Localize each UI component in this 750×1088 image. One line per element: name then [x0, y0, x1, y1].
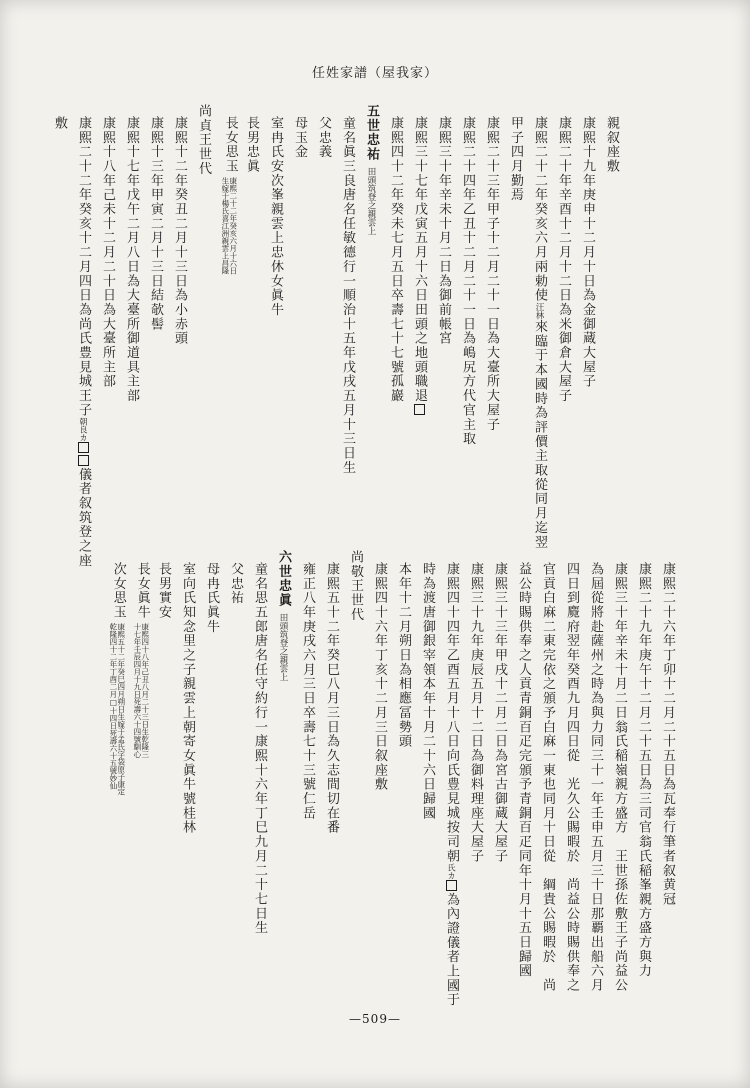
- text-column: 康熙十三年甲寅二月十三日結欹髻: [148, 116, 163, 332]
- text-column: 康熙三十年辛未十月二日為御前帳宮: [436, 116, 451, 346]
- missing-char-box: [414, 404, 425, 415]
- text-column: 敷: [52, 116, 67, 131]
- page-number: —509—: [349, 1012, 401, 1026]
- text-column: 本年十二月朔日為相應冨勢頭: [396, 562, 411, 749]
- missing-char-box: [446, 880, 457, 891]
- text-column: 康熙二十二年癸亥六月兩勅使汪林來臨于本國時為評價主取從同月迄翌: [532, 116, 547, 550]
- text-column: 室冉氏安次峯親雲上忠休女眞牛: [268, 116, 283, 317]
- text-column: 康熙十七年戊午二月八日為大臺所御道具主部: [124, 116, 139, 403]
- text-column: 時為渡唐御銀宰領本年十月二十六日歸國: [420, 562, 435, 821]
- text-column: 親叙座敷: [604, 116, 619, 174]
- text-column: 康熙十八年己未十二月二十日為大臺所主部: [100, 116, 115, 389]
- generation-heading: 五世忠祐田頭筑登之親雲上: [364, 104, 379, 236]
- text-column: 康熙三十三年甲戌十二月二日為宮古御蔵大屋子: [492, 562, 507, 864]
- text-column: 長女思玉 康熙二十二年癸亥六月十六日 生嫁于楊氏喜江洲親雲上昌隆: [220, 116, 238, 275]
- text-column: 父忠祐: [228, 562, 243, 606]
- text-column: 康熙三十七年戊寅五月十六日田頭之地頭職退: [413, 116, 426, 416]
- text-column: 童名眞三良唐名任敏德行一順治十五年戊戌五月十三日生: [340, 116, 355, 475]
- text-column: 雍正八年庚戌六月三日卒壽七十三號仁岳: [300, 562, 315, 821]
- text-column: 康熙二十年辛酉十二月十二日為米御倉大屋子: [556, 116, 571, 403]
- text-column: 康熙二十三年甲子十二月二十一日為大臺所大屋子: [484, 116, 499, 432]
- text-column: 康熙四十六年丁亥十二月三日叙座敷: [372, 562, 387, 792]
- text-column: 母冉氏眞牛: [204, 562, 219, 634]
- text-column: 康熙四十二年癸未七月五日卒壽七十七號孤巖: [388, 116, 403, 403]
- text-column: 長男忠眞: [244, 116, 259, 174]
- text-column: 康熙二十六年丁卯十二月二十五日為瓦奉行筆者叙黄冠: [660, 562, 675, 907]
- text-column: 四日到麑府翌年癸酉九月四日從 光久公賜暇於 尚益公時賜供奉之: [564, 562, 579, 993]
- text-column: 官貢白麻二東完依之頒予白麻一東也同月十日從 綱貴公賜暇於 尚: [540, 562, 555, 993]
- text-column: 為屆從將赴薩州之時為與力同三十一年壬申五月三十日那覇出船六月: [588, 562, 603, 993]
- text-column: 康熙十二年癸丑二月十三日為小赤頭: [172, 116, 187, 346]
- text-column: 康熙五十二年癸巳八月三日為久志間切在番: [324, 562, 339, 835]
- text-column: 康熙十九年庚申十二月十日為金御蔵大屋子: [580, 116, 595, 389]
- text-column: 長男實安: [156, 562, 171, 620]
- text-column: 康熙三十九年庚辰五月十二日為御料理座大屋子: [468, 562, 483, 864]
- text-column: 康熙二十四年乙丑十二月二十一日為嶋尻方代官主取: [460, 116, 475, 447]
- text-column: 康熙三十年辛未十月二日翁氏稲嶺親方盛方 王世孫佐敷王子尚益公: [612, 562, 627, 993]
- page-header: 任姓家譜（屋我家）: [311, 66, 438, 81]
- text-column: 母玉金: [292, 116, 307, 160]
- text-column: 益公時賜供奉之人貢青銅百疋完頒予青銅百疋同年十月十五日歸國: [516, 562, 531, 979]
- text-column: 室向氏知念里之子親雲上朝寄女眞牛號桂林: [180, 562, 195, 835]
- missing-char-box: [78, 442, 89, 453]
- text-column: 父忠義: [316, 116, 331, 160]
- missing-char-box: [78, 455, 89, 466]
- text-column: 康熙四十四年乙酉五月十八日向氏豊見城按司朝氏カ為內證儀者上國于: [444, 562, 459, 1008]
- text-column: 長女眞牛 康熙四十八年己丑八月二十三日生乾隆三 十七年壬辰四月十九日死壽六十四號馴心: [132, 562, 150, 759]
- text-column: 童名思五郎唐名任守約行一康熙十六年丁巳九月二十七日生: [252, 562, 267, 936]
- text-column: 康熙二十二年癸亥十二月四日為尚氏豊見城王子朝良カ儀者叙筑登之座: [76, 116, 91, 568]
- generation-heading: 六世忠眞田頭筑登之親雲上: [276, 550, 291, 682]
- text-column: 次女思玉 康熙五十二年癸巳四月朔日生嫁于孟氏字袋原子康定 乾隆四十二年丁酉二月□十四日死壽六十五號妙仙: [108, 562, 126, 796]
- text-column: 甲子四月勤焉: [508, 116, 523, 203]
- text-column: 康熙二十九年庚午十二月二十五日為三司官翁氏稲峯親方盛方與力: [636, 562, 651, 979]
- reign-heading: 尚敬王世代: [348, 550, 363, 622]
- reign-heading: 尚貞王世代: [196, 104, 211, 176]
